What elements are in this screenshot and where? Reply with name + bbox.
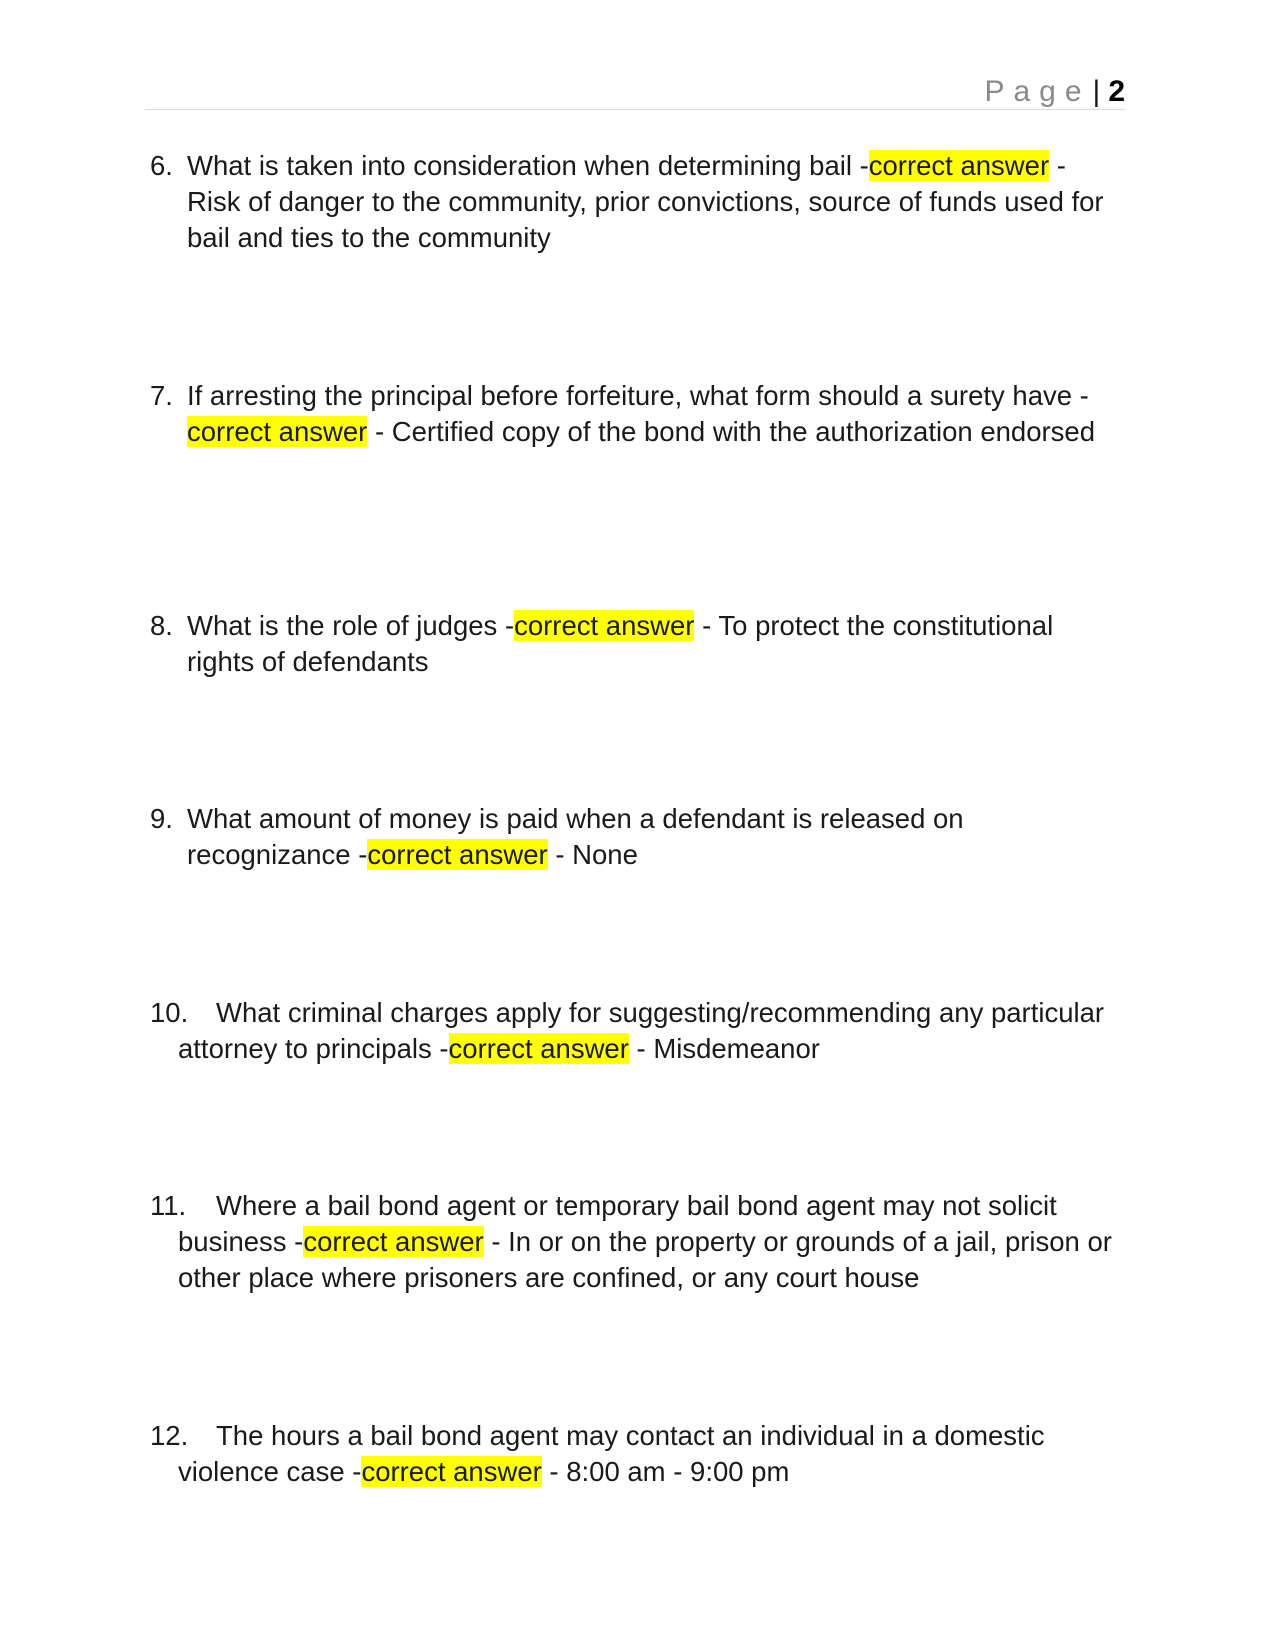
- question-text-wrap: [178, 995, 1125, 1067]
- question-item-11: [150, 1188, 1125, 1296]
- question-text: What is taken into consideration when determining bail -: [187, 150, 869, 181]
- page-separator: |: [1092, 75, 1101, 108]
- answer-text: - Risk of danger to the community, prior convictions, source of funds used for bail and ties to the community: [187, 150, 1104, 253]
- question-number: 12.: [150, 1420, 189, 1451]
- question-item-6: [150, 148, 1125, 256]
- question-item-9: [150, 801, 1125, 873]
- question-text-block: [150, 801, 1125, 873]
- correct-answer-highlight: correct answer: [361, 1456, 542, 1487]
- question-text: What amount of money is paid when a defendant is released on recognizance -: [187, 803, 964, 870]
- question-number: 11.: [150, 1190, 187, 1221]
- question-number: 8.: [150, 610, 173, 641]
- question-item-12: [150, 1418, 1125, 1490]
- correct-answer-highlight: correct answer: [868, 150, 1050, 181]
- correct-answer-highlight: correct answer: [303, 1226, 484, 1257]
- question-text: What criminal charges apply for suggesting/recommending any particular attorney to principals -: [178, 997, 1105, 1064]
- question-item-8: [150, 608, 1125, 680]
- answer-text: - None: [547, 839, 638, 870]
- correct-answer-highlight: correct answer: [514, 610, 695, 641]
- answer-text: - Misdemeanor: [628, 1033, 820, 1064]
- question-text: Where a bail bond agent or temporary bail bond agent may not solicit business -: [178, 1190, 1057, 1257]
- page-number-label: [984, 74, 1125, 110]
- question-text-block: [150, 1418, 1125, 1490]
- question-text-block: [150, 1188, 1125, 1296]
- question-text-block: [150, 148, 1125, 256]
- question-text-block: [150, 378, 1125, 450]
- question-item-7: [150, 378, 1125, 450]
- question-item-10: [150, 995, 1125, 1067]
- question-number: 6.: [150, 150, 173, 181]
- page-number: 2: [1108, 75, 1125, 108]
- question-number: 7.: [150, 380, 173, 411]
- question-number: 10.: [150, 997, 189, 1028]
- question-text-wrap: [178, 1188, 1125, 1296]
- answer-text: - In or on the property or grounds of a jail, prison or other place where prisoners are confined, or any court house: [178, 1226, 1112, 1293]
- page-word: Page: [984, 75, 1091, 108]
- question-text-block: [150, 608, 1125, 680]
- correct-answer-highlight: correct answer: [367, 839, 548, 870]
- page-header: [145, 68, 1125, 110]
- answer-text: - Certified copy of the bond with the authorization endorsed: [367, 416, 1096, 447]
- correct-answer-highlight: correct answer: [448, 1033, 629, 1064]
- correct-answer-highlight: correct answer: [187, 416, 368, 447]
- answer-text: - To protect the constitutional rights of defendants: [187, 610, 1054, 677]
- answer-text: - 8:00 am - 9:00 pm: [541, 1456, 790, 1487]
- question-text: The hours a bail bond agent may contact an individual in a domestic violence case -: [178, 1420, 1045, 1487]
- question-number: 9.: [150, 803, 173, 834]
- question-text-block: [150, 995, 1125, 1067]
- question-text-wrap: [178, 1418, 1125, 1490]
- question-text: If arresting the principal before forfeiture, what form should a surety have -: [187, 380, 1089, 411]
- question-text: What is the role of judges -: [187, 610, 515, 641]
